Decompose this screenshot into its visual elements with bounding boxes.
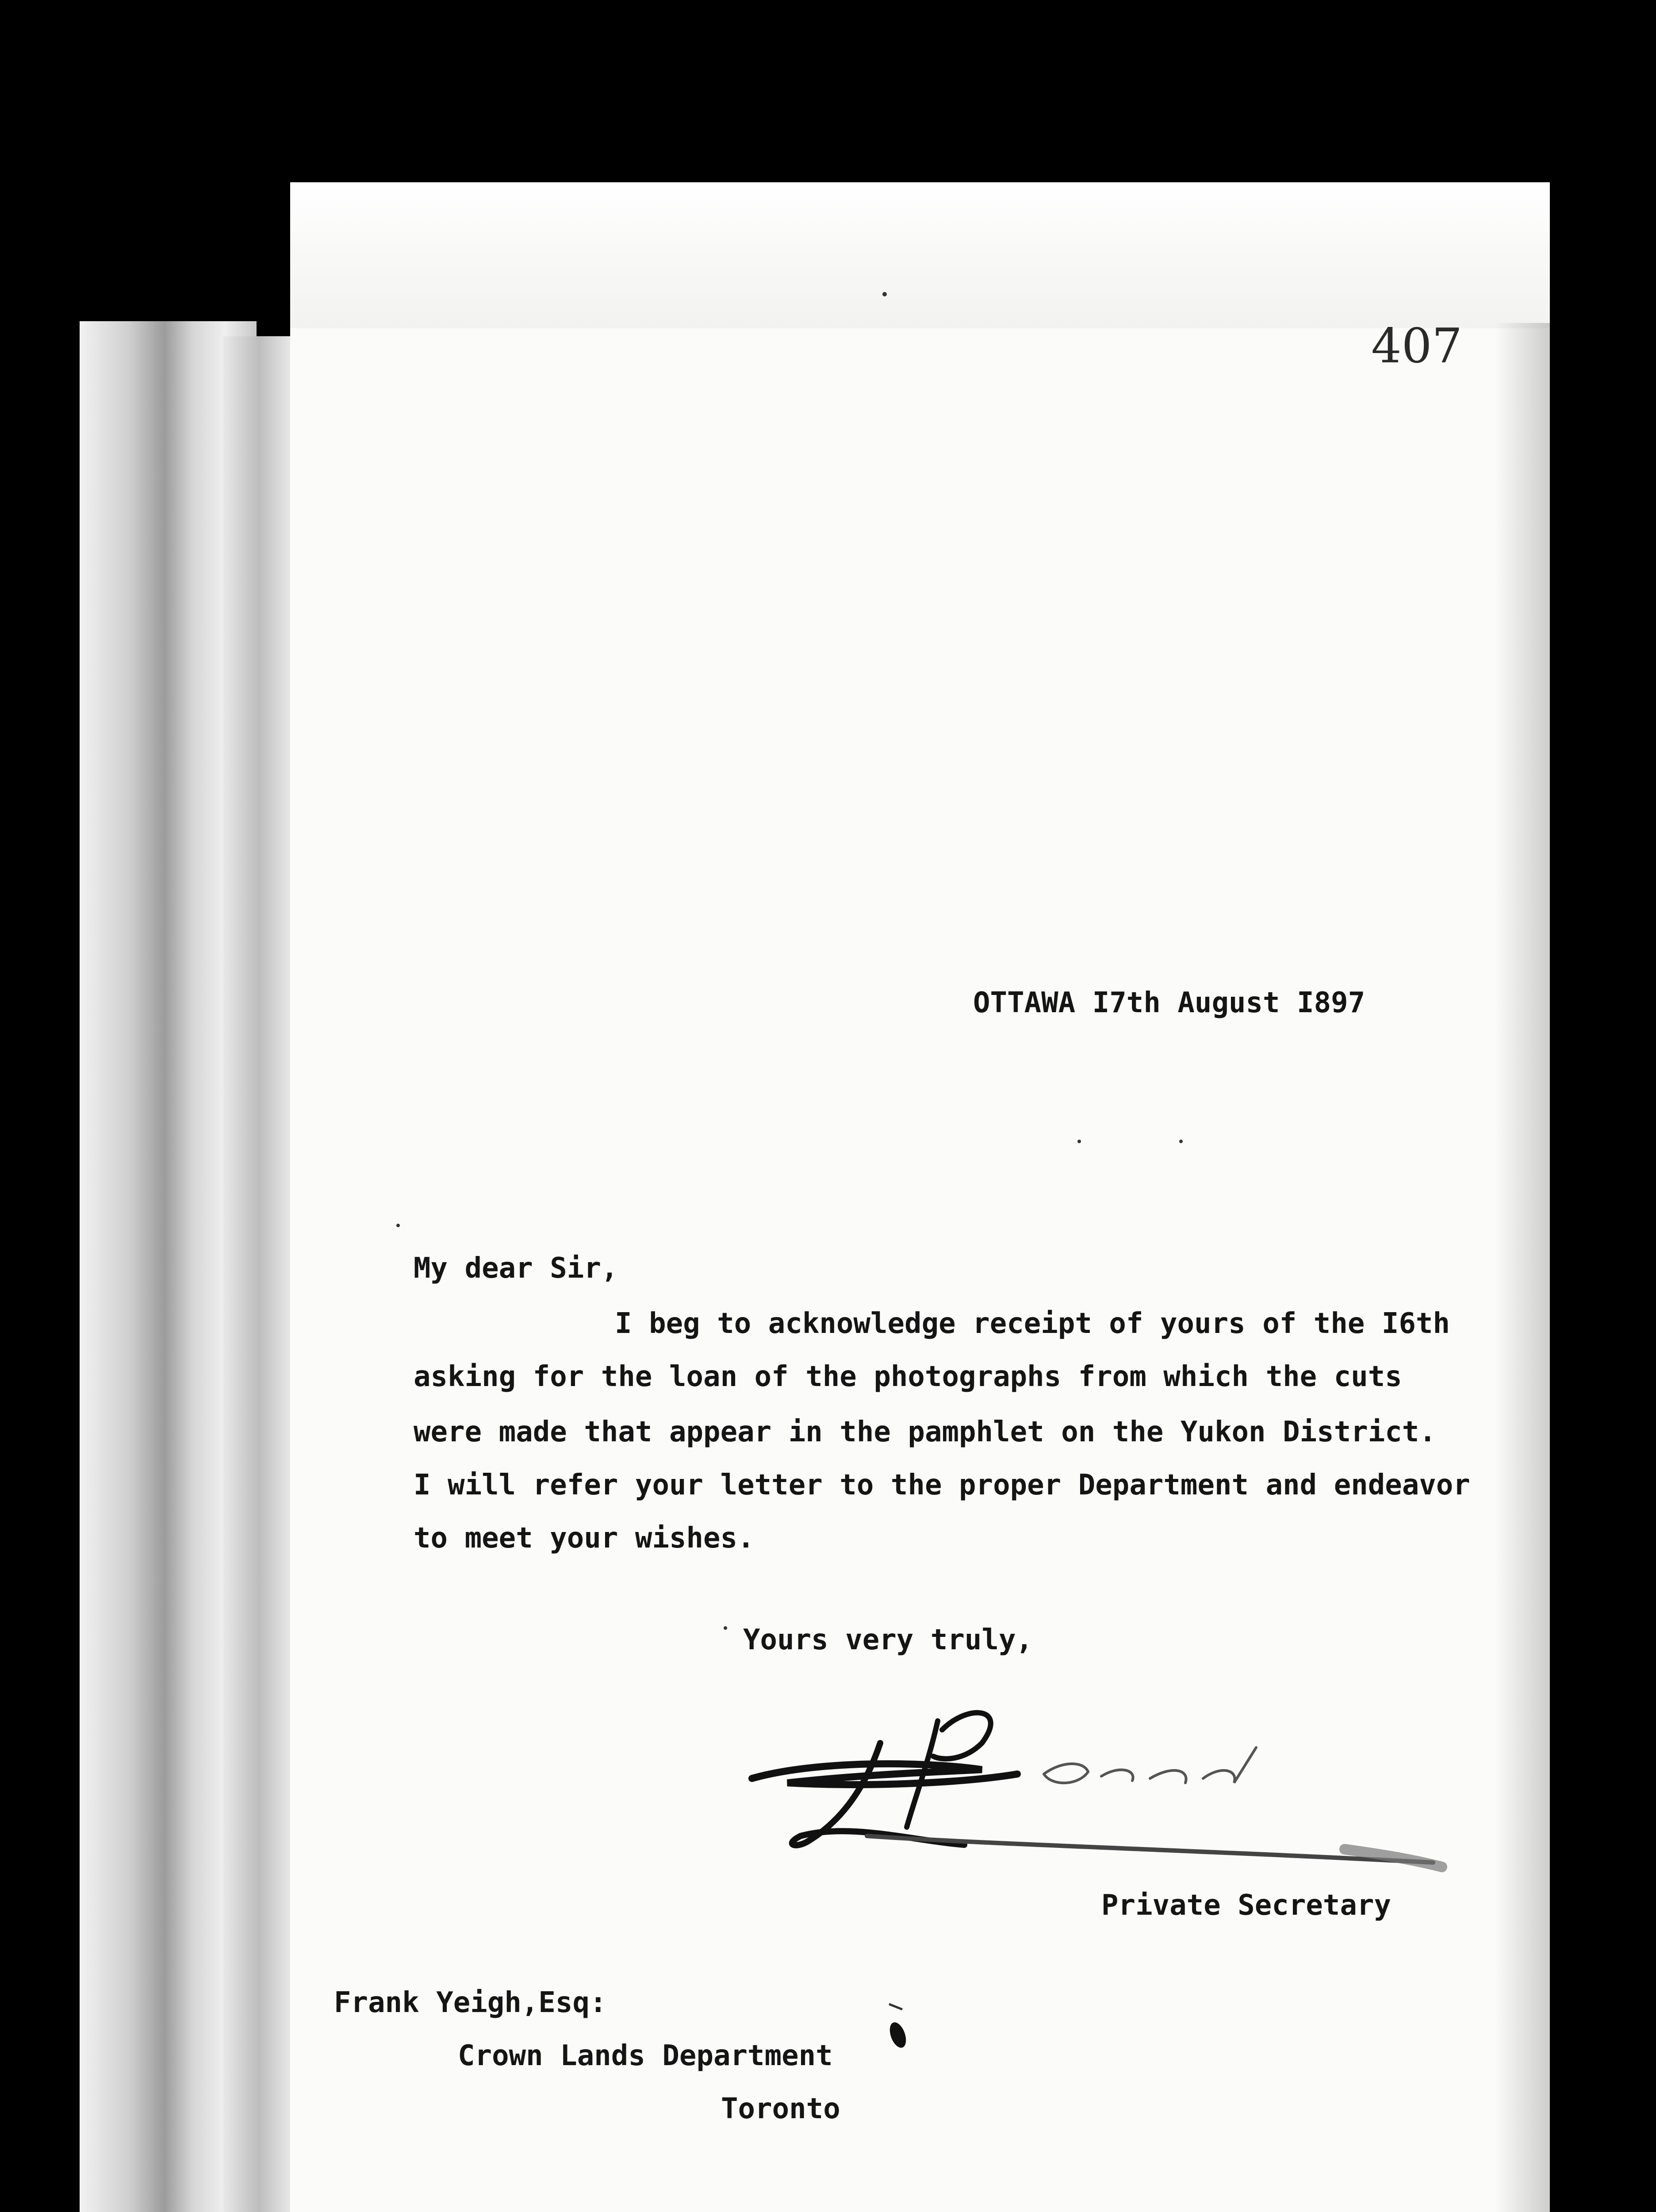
page-number: 407 — [1371, 319, 1463, 374]
body-line-3: were made that appear in the pamphlet on the Yukon District. — [414, 1416, 1436, 1448]
salutation: My dear Sir, — [414, 1252, 618, 1285]
body-line-4: I will refer your letter to the proper Department and endeavor — [414, 1469, 1470, 1502]
page-right-shadow — [1495, 323, 1550, 2212]
signer-title: Private Secretary — [1101, 1889, 1392, 1922]
body-line-1: I beg to acknowledge receipt of yours of the I6th — [615, 1307, 1450, 1340]
paper-roll-inner-edge — [223, 336, 294, 2212]
closing: Yours very truly, — [743, 1624, 1033, 1656]
recipient-name: Frank Yeigh,Esq: — [334, 1986, 607, 2019]
recipient-department: Crown Lands Department — [458, 2039, 833, 2072]
ink-blot-mark — [885, 2000, 911, 2053]
handwritten-signature — [734, 1694, 1460, 1889]
page-top-shade — [290, 182, 1550, 328]
recipient-city: Toronto — [721, 2093, 840, 2125]
body-line-2: asking for the loan of the photographs from which the cuts — [414, 1360, 1402, 1393]
body-line-5: to meet your wishes. — [414, 1522, 755, 1555]
dateline: OTTAWA I7th August I897 — [973, 987, 1365, 1019]
